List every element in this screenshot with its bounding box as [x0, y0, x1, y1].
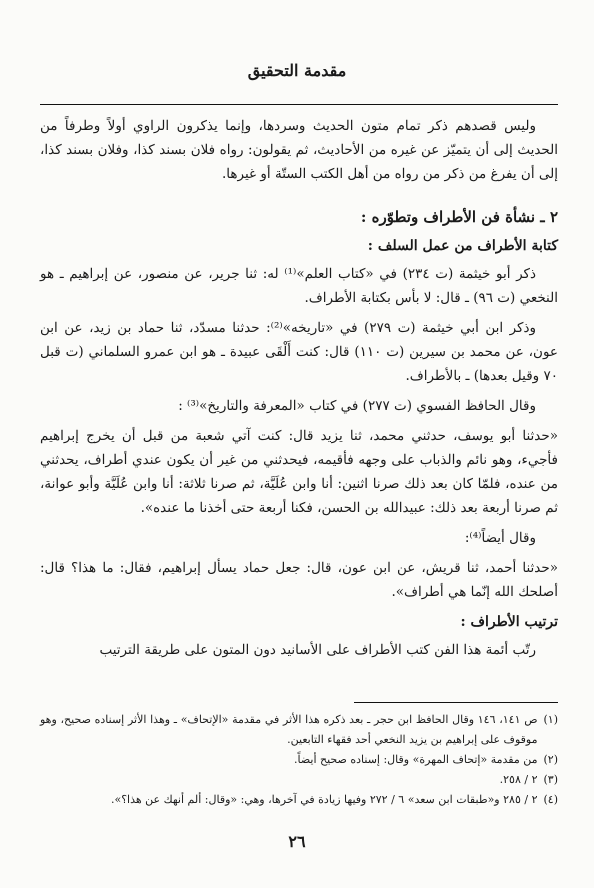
- footnote-text: ٢ / ٢٨٥ و«طبقات ابن سعد» ٦ / ٢٧٢ وفيها زيادة في آخرها، وهي: «وقال: ألم أنهك عن هذا؟».: [110, 793, 538, 806]
- footnote-text: من مقدمة «إتحاف المهرة» وقال: إسناده صحيح أيضاً.: [294, 753, 538, 766]
- subheading-salaf: كتابة الأطراف من عمل السلف :: [367, 238, 558, 254]
- page-number: ٢٦: [288, 832, 306, 851]
- footnote: [40, 750, 558, 770]
- footnote-text: ٢ / ٢٥٨.: [499, 773, 538, 786]
- paragraph-fasawi-intro: وقال الحافظ الفسوي (ت ٢٧٧) في كتاب «المعرفة والتاريخ»⁽³⁾ :: [178, 398, 536, 414]
- footnote: [40, 710, 558, 750]
- footnote-number: (٢): [543, 753, 558, 766]
- quote-shuba: «حدثنا أبو يوسف، حدثني محمد، ثنا يزيد قال: كنت آتي شعبة من قبل أن يخرج إبراهيم فأجيء، وهو نائم والذباب على وجهه فأقيمه، فيحدثني من غير أن يكون عندي أطراف، يحدثني من عنده، فلمّا كان بعد ذلك صرنا اثنين: أنا وابن عُلَيَّة، ثم صرنا ثلاثة: أنا وابن عُلَيَّة وأبو عوانة، ثم صرنا أربعة بعد ذلك: عبيدالله بن الحسن، فكنا أربعة حتى أخذنا ما عنده».: [40, 428, 558, 516]
- running-header: مقدمة التحقيق: [247, 61, 347, 80]
- paragraph-ibn-abi-khaythama: وذكر ابن أبي خيثمة (ت ٢٧٩) في «تاريخه»⁽²⁾: حدثنا مسدّد، ثنا حماد بن زيد، عن ابن عون، عن محمد بن سيرين (ت ١١٠) قال: كنت أَلْقَى عبيدة ـ هو ابن عمرو السلماني (ت قبل ٧٠ وقيل بعدها) ـ بالأطراف.: [40, 320, 558, 384]
- section-heading: ٢ ـ نشأة فن الأطراف وتطوّره :: [360, 208, 558, 226]
- footnote-number: (١): [543, 713, 558, 726]
- footnote: [40, 790, 558, 810]
- paragraph-qala-aydan: وقال أيضاً⁽⁴⁾:: [464, 530, 536, 546]
- quote-hammad: «حدثنا أحمد، ثنا قريش، عن ابن عون، قال: جعل حماد يسأل إبراهيم، فقال: ما هذا؟ قال: أصلحك الله إنّما هي أطراف».: [40, 560, 558, 600]
- footnote-number: (٣): [543, 773, 558, 786]
- footnote: [40, 770, 558, 790]
- footnotes: [40, 710, 558, 810]
- subheading-tartib: ترتيب الأطراف :: [460, 614, 558, 630]
- intro-paragraph: وليس قصدهم ذكر تمام متون الحديث وسردها، وإنما يذكرون الراوي أولاً وطرفاً من الحديث إلى أن يتميّز عن غيره من الأحاديث، ثم يقولون: رواه فلان بسند كذا، وفلان بسند كذا، إلى أن يفرغ من ذكر من رواه من أهل الكتب الستّة أو غيرها.: [40, 118, 558, 182]
- main-text: [40, 114, 558, 662]
- paragraph-abu-khaythama: ذكر أبو خيثمة (ت ٢٣٤) في «كتاب العلم»⁽¹⁾ له: ثنا جرير، عن منصور، عن إبراهيم ـ هو النخعي (ت ٩٦) ـ قال: لا بأس بكتابة الأطراف.: [40, 266, 558, 306]
- footnote-rule: [354, 702, 558, 703]
- footnote-number: (٤): [543, 793, 558, 806]
- paragraph-tartib: رتّب أئمة هذا الفن كتب الأطراف على الأسانيد دون المتون على طريقة الترتيب: [99, 642, 536, 658]
- header-rule: [40, 104, 558, 105]
- footnote-text: ص ١٤١، ١٤٦ وقال الحافظ ابن حجر ـ بعد ذكره هذا الأثر في مقدمة «الإتحاف» ـ وهذا الأثر إسناده صحيح، وهو موقوف على إبراهيم بن يزيد النخعي أحد فقهاء التابعين.: [40, 713, 538, 746]
